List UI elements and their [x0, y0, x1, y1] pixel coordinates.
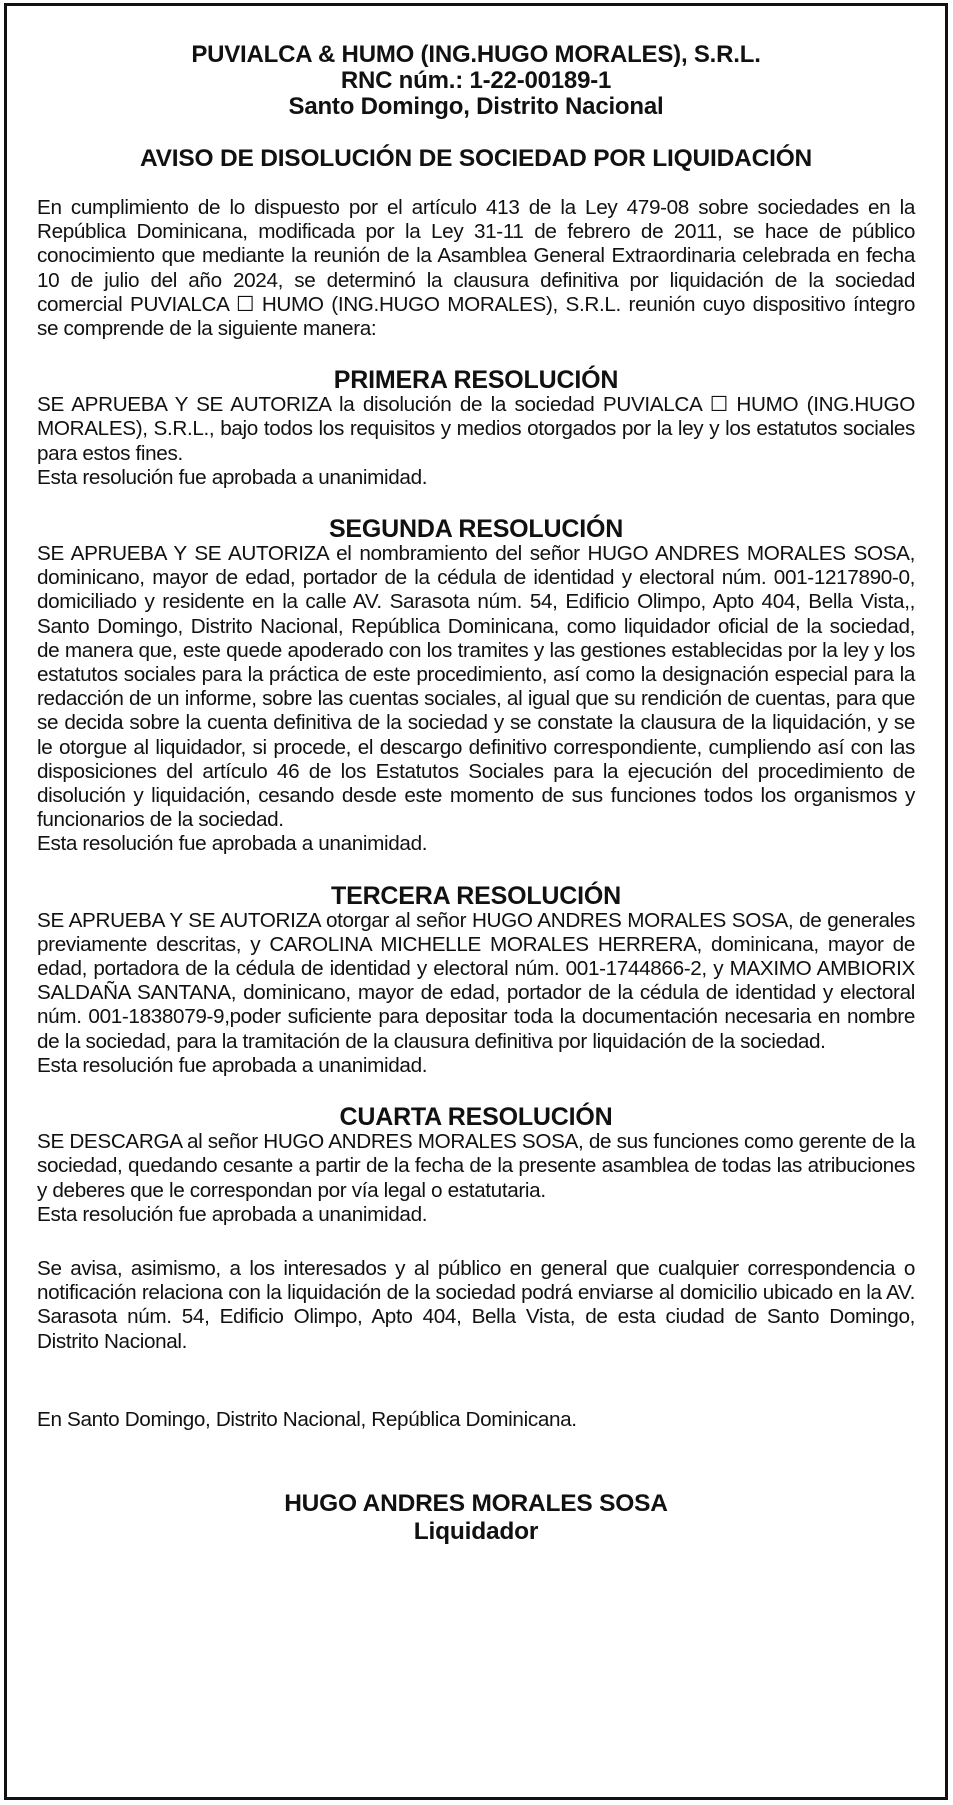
resolution-body: SE APRUEBA Y SE AUTORIZA el nombramiento del señor HUGO ANDRES MORALES SOSA, dominicano, mayor de edad, portador de la cédula de identidad y electoral núm. 001-1217890-0, domiciliado y residente en la calle AV. Sarasota núm. 54, Edificio Olimpo, Apto 404, Bella Vista,, Santo Domingo, Distrito Nacional, República Dominicana, como liquidador oficial de la sociedad, de manera que, este quede apoderado con los tramites y las gestiones establecidas por la ley y los estatutos sociales para la práctica de este procedimiento, así como la designación especial para la redacción de un informe, sobre las cuentas sociales, al igual que su rendición de cuentas, para que se decida sobre la cuenta definitiva de la sociedad y se constate la clausura de la liquidación, y se le otorgue al liquidador, si procede, el descargo definitivo correspondiente, cumpliendo así con las disposiciones del artículo 46 de los Estatutos Sociales para la ejecución del procedimiento de disolución y liquidación, cesando desde este momento de sus funciones todos los organismos y funcionarios de la sociedad.: [37, 542, 915, 832]
resolution-third: [37, 883, 915, 1078]
signature-block: [37, 1490, 915, 1546]
closing-notice: Se avisa, asimismo, a los interesados y al público en general que cualquier correspondencia o notificación relaciona con la liquidación de la sociedad podrá enviarse al domicilio ubicado en la AV. Sarasota núm. 54, Edificio Olimpo, Apto 404, Bella Vista, de esta ciudad de Santo Domingo, Distrito Nacional.: [37, 1256, 915, 1353]
notice-header: [37, 42, 915, 120]
resolution-title: PRIMERA RESOLUCIÓN: [333, 366, 619, 395]
resolution-fourth: [37, 1104, 915, 1227]
resolution-approved: Esta resolución fue aprobada a unanimidad.: [37, 1053, 428, 1077]
resolution-body: SE DESCARGA al señor HUGO ANDRES MORALES SOSA, de sus funciones como gerente de la sociedad, quedando cesante a partir de la fecha de la presente asamblea de todas las atribuciones y deberes que le correspondan por vía legal o estatutaria.: [37, 1130, 915, 1202]
signatory-role: Liquidador: [413, 1517, 539, 1545]
resolution-second: [37, 516, 915, 857]
place-line: En Santo Domingo, Distrito Nacional, República Dominicana.: [37, 1407, 577, 1431]
notice-frame: [4, 3, 948, 1800]
notice-title: AVISO DE DISOLUCIÓN DE SOCIEDAD POR LIQUIDACIÓN: [139, 145, 813, 172]
intro-paragraph: En cumplimiento de lo dispuesto por el artículo 413 de la Ley 479-08 sobre sociedades en la República Dominicana, modificada por la Ley 31-11 de febrero de 2011, se hace de público conocimiento que mediante la reunión de la Asamblea General Extraordinaria celebrada en fecha 10 de julio del año 2024, se determinó la clausura definitiva por liquidación de la sociedad comercial PUVIALCA ☐ HUMO (ING.HUGO MORALES), S.R.L. reunión cuyo dispositivo íntegro se comprende de la siguiente manera:: [37, 196, 915, 341]
resolution-title: CUARTA RESOLUCIÓN: [339, 1103, 613, 1132]
resolution-first: [37, 367, 915, 490]
signatory-name: HUGO ANDRES MORALES SOSA: [284, 1489, 668, 1517]
resolution-title: TERCERA RESOLUCIÓN: [331, 881, 621, 910]
resolution-approved: Esta resolución fue aprobada a unanimidad.: [37, 465, 428, 489]
resolution-approved: Esta resolución fue aprobada a unanimidad.: [37, 1202, 428, 1226]
rnc-number: RNC núm.: 1-22-00189-1: [340, 67, 612, 94]
resolution-body: SE APRUEBA Y SE AUTORIZA la disolución de la sociedad PUVIALCA ☐ HUMO (ING.HUGO MORALES), S.R.L., bajo todos los requisitos y medios otorgados por la ley y los estatutos sociales para estos fines.: [37, 393, 915, 465]
company-name: PUVIALCA & HUMO (ING.HUGO MORALES), S.R.L.: [191, 41, 761, 68]
resolution-approved: Esta resolución fue aprobada a unanimidad.: [37, 832, 428, 856]
resolution-body: SE APRUEBA Y SE AUTORIZA otorgar al señor HUGO ANDRES MORALES SOSA, de generales previamente descritas, y CAROLINA MICHELLE MORALES HERRERA, dominicana, mayor de edad, portadora de la cédula de identidad y electoral núm. 001-1744866-2, y MAXIMO AMBIORIX SALDAÑA SANTANA, dominicano, mayor de edad, portador de la cédula de identidad y electoral núm. 001-1838079-9,poder suficiente para depositar toda la documentación necesaria en nombre de la sociedad, para la tramitación de la clausura definitiva por liquidación de la sociedad.: [37, 908, 915, 1053]
resolution-title: SEGUNDA RESOLUCIÓN: [328, 515, 624, 544]
company-location: Santo Domingo, Distrito Nacional: [288, 93, 664, 120]
